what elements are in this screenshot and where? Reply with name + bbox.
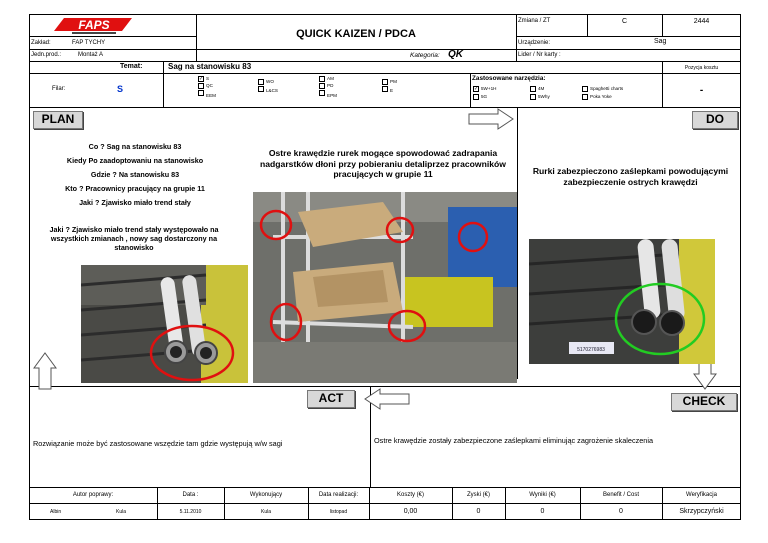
stage-do: DO — [692, 111, 738, 129]
company-logo — [50, 15, 140, 35]
plan-kiedy: Kiedy Po zaadoptowaniu na stanowisko — [66, 156, 204, 165]
kategoria-value: QK — [448, 49, 463, 60]
zmiana-label: Zmiana / ZT — [518, 18, 551, 24]
grid-line — [517, 107, 518, 379]
photo-tubes-after — [529, 239, 715, 364]
grid-line — [470, 73, 471, 107]
pozycja-kosztu-label: Pozycja kosztu — [684, 65, 719, 71]
plan-jaki-details: Jaki ? Zjawisko miało trend stały występowało na wszystkich zmianach , nowy sag dostarczony na stanowisko — [49, 225, 219, 252]
tool-checkbox-5why[interactable]: 5Why — [530, 94, 550, 100]
pillar-checkbox-group — [198, 75, 468, 107]
filar-label: Filar: — [52, 86, 66, 92]
footer-header-data-realizacji: Data realizacji: — [318, 492, 359, 498]
tool-checkbox-4m[interactable]: 4M — [530, 86, 544, 92]
footer-header-weryfikacja: Weryfikacja — [686, 492, 717, 498]
arrow-up-icon — [33, 352, 57, 390]
pillar-checkbox-am[interactable]: AM — [319, 76, 334, 82]
footer-koszty-value: 0,00 — [403, 508, 418, 515]
lider-label: Lider / Nr karty : — [518, 52, 561, 58]
plan-co: Co ? Sag na stanowisku 83 — [88, 142, 182, 151]
pillar-checkbox-pm[interactable]: PM — [382, 79, 397, 85]
tool-checkbox-spaghetti[interactable]: Spaghetti charts — [582, 86, 623, 92]
stage-check: CHECK — [671, 393, 737, 411]
grid-line — [29, 36, 196, 37]
do-description: Rurki zabezpieczono zaślepkami powodującymi zabezpieczenie ostrych krawędzi — [532, 166, 729, 187]
footer-header-wykonujacy: Wykonujący — [249, 492, 283, 498]
temat-value: Sag na stanowisku 83 — [168, 62, 252, 71]
footer-wykonujacy-value: Kula — [260, 509, 271, 515]
plan-kto: Kto ? Pracownicy pracujący na grupie 11 — [65, 184, 205, 193]
card-number: 2444 — [693, 18, 710, 25]
pozycja-kosztu-value: - — [699, 85, 704, 96]
grid-line — [29, 73, 741, 74]
grid-line — [29, 503, 741, 504]
footer-header-wyniki: Wyniki (€) — [529, 492, 556, 498]
tool-checkbox-pokayoke[interactable]: Poka Yoke — [582, 94, 612, 100]
footer-data-value: 5.11.2010 — [179, 509, 202, 515]
footer-data-realizacji-value: listopad — [329, 509, 348, 515]
urzadzenie-label: Urządzenie: — [518, 40, 551, 46]
tool-checkbox-5w1h[interactable]: ✓ 5W+1H — [474, 86, 497, 92]
narzedzia-label: Zastosowane narzędzia: — [472, 75, 546, 82]
footer-header-koszty: Koszty (€) — [396, 492, 424, 498]
footer-header-data: Data : — [182, 492, 199, 498]
grid-line — [29, 386, 741, 387]
pillar-checkbox-wo[interactable]: WO — [258, 79, 274, 85]
act-description: Rozwiązanie może być zastosowane wszędzie tam gdzie występują w/w sagi — [33, 439, 283, 448]
photo-tubes-before — [81, 265, 248, 383]
jedn-label: Jedn.prod.: — [31, 52, 62, 58]
plan-jaki: Jaki ? Zjawisko miało trend stały — [79, 198, 191, 207]
pillar-checkbox-s[interactable]: ✓ S — [199, 76, 210, 82]
urzadzenie-value: Sag — [654, 38, 667, 45]
zmiana-value: C — [621, 18, 628, 25]
footer-autor-last-name: Kula — [116, 509, 127, 515]
check-description: Ostre krawędzie zostały zabezpieczone zaślepkami eliminując zagrożenie skaleczenia — [374, 436, 654, 445]
pillar-checkbox-eem[interactable]: EEM — [198, 90, 216, 99]
grid-line — [163, 61, 164, 107]
photo-workstation — [253, 192, 517, 383]
pillar-checkbox-lcs[interactable]: L&CS — [258, 86, 278, 94]
kategoria-label: Kategoria: — [410, 52, 440, 59]
stage-act: ACT — [307, 390, 355, 408]
page-title: QUICK KAIZEN / PDCA — [296, 28, 416, 40]
grid-line — [29, 61, 741, 62]
footer-wyniki-value: 0 — [540, 508, 545, 515]
footer-autor-first-name: Albin — [50, 509, 62, 515]
grid-line — [29, 107, 741, 108]
grid-line — [29, 49, 741, 50]
stage-plan: PLAN — [33, 111, 83, 129]
footer-header-benefit: Benefit / Cost — [602, 492, 640, 498]
grid-line — [516, 14, 517, 61]
tool-checkbox-5g[interactable]: 5G — [473, 94, 487, 100]
pillar-checkbox-qc[interactable]: QC — [198, 83, 213, 89]
checkbox-checked-icon: ✓ — [199, 76, 204, 82]
grid-line — [29, 487, 741, 488]
footer-header-zyski: Zyski (€) — [467, 492, 490, 498]
plan-gdzie: Gdzie ? Na stanowisku 83 — [90, 170, 180, 179]
plan-problem-description: Ostre krawędzie rurek mogące spowodować zadrapania nadgarstków dłoni przy pobieraniu detaliprzez pracowników pracujących w grupie 11 — [260, 148, 506, 179]
checkbox-checked-icon: ✓ — [474, 86, 479, 92]
jedn-value: Montaż A — [78, 52, 104, 58]
pillar-checkbox-e[interactable]: E — [382, 86, 393, 94]
arrow-left-icon — [364, 388, 410, 410]
temat-label: Temat: — [120, 63, 143, 70]
zaklad-value: FAP TYCHY — [72, 40, 106, 46]
zaklad-label: Zakład: — [31, 40, 51, 46]
footer-benefit-value: 0 — [619, 508, 623, 515]
grid-line — [516, 36, 741, 37]
pillar-checkbox-epm[interactable]: EPM — [319, 90, 337, 99]
filar-value: S — [117, 84, 124, 94]
arrow-right-icon — [468, 108, 514, 130]
svg-text:FAPS: FAPS — [78, 18, 110, 32]
footer-zyski-value: 0 — [476, 508, 481, 515]
footer-header-autor: Autor poprawy: — [72, 492, 114, 498]
footer-weryfikacja-value: Skrzypczyński — [679, 508, 724, 515]
pillar-checkbox-pd[interactable]: PD — [319, 83, 333, 89]
photo-sticker-text: 5170276983 — [577, 347, 605, 353]
